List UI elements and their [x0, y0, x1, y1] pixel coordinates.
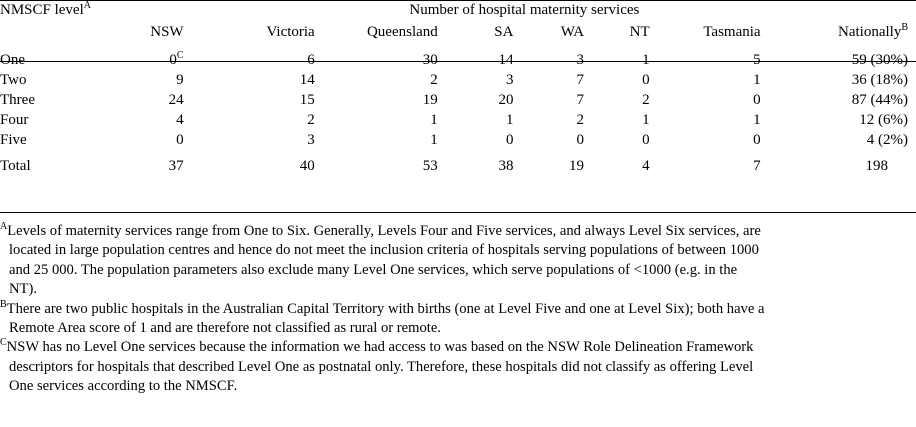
stub-header-note: A [83, 0, 91, 11]
table-cell: 6 [307, 52, 315, 68]
table-cell: 19 [422, 92, 438, 108]
col-tasmania: Tasmania [703, 24, 761, 40]
footnote-text: located in large population centres and hence do not meet the inclusion criteria of hospitals serving populations of between 1000 [9, 242, 759, 259]
total-cell: 7 [753, 158, 761, 174]
table-cell: 0 [642, 132, 650, 148]
row-label: Four [0, 112, 29, 128]
table-cell: 7 [576, 72, 585, 88]
table-cell: 4 [176, 112, 184, 128]
table-cell: 14 [299, 72, 315, 88]
total-cell: 53 [422, 158, 438, 174]
footnote-text: descriptors for hospitals that described Level One as postnatal only. Therefore, these hospitals did not classify as offering Level [9, 358, 754, 375]
footnote-mark: C [0, 337, 7, 349]
col-nationally-note: B [901, 22, 908, 33]
table-cell: 14 [498, 52, 514, 68]
table-cell: 87 (44%) [851, 92, 908, 108]
table-cell: 0 [753, 92, 761, 108]
footnotes [0, 222, 908, 397]
total-cell: 40 [299, 158, 315, 174]
footnote [0, 222, 908, 300]
table-cell: 1 [753, 112, 761, 128]
table-cell: 0 [753, 132, 761, 148]
footnote-text: NSW has no Level One services because the information we had access to was based on the NSW Role Delineation Framework [6, 339, 754, 356]
column-header-row [0, 22, 916, 44]
total-cell: 198 [865, 158, 888, 174]
table-cell: 1 [430, 112, 438, 128]
table-cell: 5 [753, 52, 761, 68]
row-label: Two [0, 72, 27, 88]
col-nt: NT [629, 24, 650, 40]
table-bottom-rule [0, 212, 916, 213]
table-cell: 2 [576, 112, 585, 128]
table-row [0, 110, 916, 130]
table-cell: 3 [505, 72, 514, 88]
table-cell: $0^C$ [169, 50, 184, 68]
footnote [0, 300, 908, 339]
table-cell: 0 [505, 132, 514, 148]
total-cell: 19 [569, 158, 585, 174]
table-cell: 4 (2%) [866, 132, 908, 148]
footnote-text: Remote Area score of 1 and are therefore not classified as rural or remote. [9, 320, 441, 337]
table-cell: 1 [642, 52, 650, 68]
footnote-text: One services according to the NMSCF. [9, 378, 238, 395]
col-queensland: Queensland [366, 24, 438, 40]
table-cell: 0 [176, 132, 184, 148]
table-cell: 0 [576, 132, 585, 148]
table-cell: 24 [168, 92, 184, 108]
total-row [0, 156, 916, 176]
stub-header: NMSCF level$^A$ [0, 0, 91, 18]
table-cell: 3 [307, 132, 315, 148]
table-cell: 1 [642, 112, 650, 128]
row-label: Three [0, 92, 35, 108]
table-cell: 2 [430, 72, 438, 88]
table-cell: 30 [422, 52, 438, 68]
col-wa: WA [560, 24, 585, 40]
table-row [0, 90, 916, 110]
footnote-text: NT). [9, 281, 37, 298]
table-cell: 20 [498, 92, 514, 108]
row-label: Five [0, 132, 27, 148]
total-cell: 37 [168, 158, 184, 174]
table-cell: 1 [430, 132, 438, 148]
col-nsw: NSW [150, 24, 184, 40]
table-cell: 0 [642, 72, 650, 88]
maternity-services-table [0, 0, 916, 176]
table-cell: 2 [642, 92, 650, 108]
table-row [0, 50, 916, 70]
table-cell: 36 (18%) [851, 72, 908, 88]
footnote-text: and 25 000. The population parameters also exclude many Level One services, which serve populations of <1000 (e.g. in the [9, 261, 738, 278]
table-row [0, 70, 916, 90]
table-body [0, 50, 916, 150]
table-cell: 7 [576, 92, 585, 108]
table-cell: 12 (6%) [859, 112, 908, 128]
footnote-text: Levels of maternity services range from One to Six. Generally, Levels Four and Five services, and always Level Six services, are [7, 223, 761, 239]
footnote [0, 338, 908, 396]
footnote-text: There are two public hospitals in the Australian Capital Territory with births (one at Level Five and one at Level Six); both have a [6, 300, 765, 317]
table-cell: 1 [753, 72, 761, 88]
table-cell: 9 [176, 72, 184, 88]
footnote-mark: B [0, 298, 7, 310]
footnote-mark: A [0, 221, 8, 232]
total-label: Total [0, 158, 31, 174]
table-cell: 59 (30%) [851, 52, 908, 68]
total-cell: 4 [642, 158, 650, 174]
table-cell: 3 [576, 52, 585, 68]
row-label: One [0, 52, 25, 68]
table-cell: 1 [505, 112, 514, 128]
spanner-header: Number of hospital maternity services [409, 2, 640, 18]
table-row [0, 130, 916, 150]
col-victoria: Victoria [266, 24, 315, 40]
table-cell: 2 [307, 112, 315, 128]
table-cell: 15 [299, 92, 315, 108]
total-cell: 38 [498, 158, 514, 174]
cell-note: C [176, 50, 184, 61]
col-sa: SA [494, 24, 514, 40]
col-nationally: Nationally$^B$ [838, 22, 908, 40]
